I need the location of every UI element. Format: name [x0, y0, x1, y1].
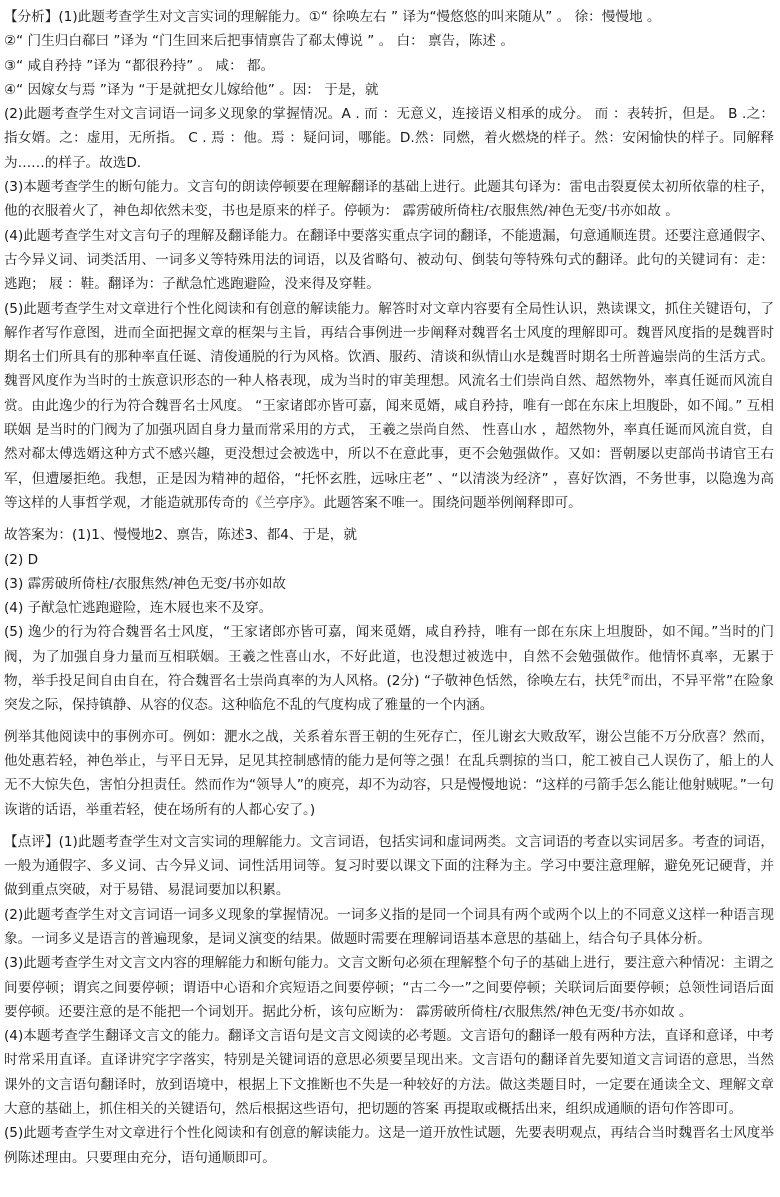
- analysis-q3: (3)本题考查学生的断句能力。文言句的朗读停顿要在理解翻译的基础上进行。此题其句译为：雷电击裂夏侯太初所依靠的柱子，他的衣服着火了，神色却依然未变，书也是原来的样子。停顿为： 霹雳破所倚柱/衣服焦然/神色无变/书亦如故 。: [4, 179, 774, 220]
- analysis-q5: (5)此题考查学生对文章进行个性化阅读和有创意的解读能力。解答时对文章内容要有全局性认识，熟读课文，抓住关键语句，了解作者写作意图，进而全面把握文章的框架与主旨，再结合事例进一步阐释对魏晋名士风度的理解即可。魏晋风度指的是魏晋时期名士们所具有的那种率直任诞、清俊通脱的行为风格。饮酒、服药、清谈和纵情山水是魏晋时期名士所普遍崇尚的生活方式。魏晋风度作为当时的士族意识形态的一种人格表现，成为当时的审美理想。风流名士们崇尚自然、超然物外，率真任诞而风流自赏。由此逸少的行为符合魏晋名士风度。 “王家诸郎亦皆可嘉，闻来觅婿，咸自矜持，唯有一郎在东床上坦腹卧，如不闻。” 互相联姻 是当时的门阀为了加强巩固自身力量而常采用的方式， 王羲之崇尚自然、 性喜山水 ，超然物外，率真任诞而风流自赏，自然对郗太傅选婿这种方式不感兴趣，更没想过会被选中，所以不在意此事，更不会勉强做作。又如：晋朝屡以吏部尚书请官王右军，但遭屡拒绝。我想，正是因为精神的超俗，“托怀玄胜，远咏庄老” 、“以清淡为经济” ，喜好饮酒，不务世事，以隐逸为高等这样的人事哲学观，才能造就那传奇的《兰亭序》。此题答案不唯一。围绕问题举例阐释即可。: [4, 300, 774, 511]
- answer-q5-part2: 而出，不异平常”在险象突发之际，保持镇静、从容的仪态。这种临危不乱的气度构成了雅量的一个内涵。: [4, 673, 774, 714]
- analysis-q1-line2: ②“ 门生归白郗曰 ”译为 “门生回来后把事情禀告了郗太傅说 ” 。 白： 禀告，陈述 。: [4, 33, 514, 50]
- comment-q4: (4)本题考查学生翻译文言文的能力。翻译文言语句是文言文阅读的必考题。文言语句的翻译一般有两种方法，直译和意译，中考时常采用直译。直译讲究字字落实，特别是关键词语的意思必须要呈现出来。文言语句的翻译首先要知道文言词语的意思，当然课外的文言语句翻译时，放到语境中，根据上下文推断也不失是一种较好的方法。做这类题目时，一定要在通读全文、理解文章大意的基础上，抓住相关的关键语句，然后根据这些语句，把切题的答案 再提取或概括出来，组织成通顺的语句作答即可。: [4, 1028, 774, 1118]
- comment-q3: (3)此题考查学生对文言文内容的理解能力和断句能力。文言文断句必须在理解整个句子的基础上进行，要注意六种情况：主谓之间要停顿；谓宾之间要停顿；谓语中心语和介宾短语之间要停顿；“古二今一”之间要停顿；关联词后面要停顿；总领性词语后面要停顿。还要注意的是不能把一个词划开。据此分析，该句应断为： 霹雳破所倚柱/衣服焦然/神色无变/书亦如故 。: [4, 955, 774, 1020]
- answer-q5-part1: (5) 逸少的行为符合魏晋名士风度，“王家诸郎亦皆可嘉，闻来觅婿，咸自矜持，唯有一郎在东床上坦腹卧，如不闻。”当时的门阀，为了加强自身力量而互相联姻。王羲之性喜山水，不好此道，也没想过被选中，自然不会勉强做作。他情怀真率，无累于物，举手投足间自由自在，符合魏晋名士崇尚真率的为人风格。(2分) “子敬神色恬然，徐唤左右，扶凭: [4, 624, 774, 690]
- answer-q3: (3) 霹雳破所倚柱/衣服焦然/神色无变/书亦如故: [4, 575, 287, 592]
- answer-q1: 故答案为：(1)1、慢慢地2、禀告，陈述3、都4、于是，就: [4, 527, 357, 544]
- answer-section: [4, 523, 774, 822]
- analysis-q1-line1: 【分析】(1)此题考查学生对文言实词的理解能力。①“ 徐唤左右 ” 译为“慢悠悠的叫来随从” 。 徐：慢慢地 。: [4, 9, 661, 25]
- spacer: [4, 515, 774, 523]
- comment-q1: 【点评】(1)此题考查学生对文言实词的理解能力。文言词语，包括实词和虚词两类。文言词语的考查以实词居多。考查的词语，一般为通假字、多义词、古今异义词、词性活用词等。复习时要以课文下面的注释为主。学习中要注意理解，避免死记硬背，并做到重点突破，对于易错、易混词要加以积累。: [4, 833, 774, 899]
- analysis-q4: (4)此题考查学生对文言句子的理解及翻译能力。在翻译中要落实重点字词的翻译，不能遗漏，句意通顺连贯。还要注意通假字、古今异义词、词类活用、一词多义等特殊用法的词语，以及省略句、被动句、倒装句等特殊句式的翻译。此句的关键词有：走：逃跑； 屐 ：鞋。翻译为：子猷急忙逃跑避险，没来得及穿鞋。: [4, 227, 774, 293]
- footnote-mark: ②: [622, 672, 631, 683]
- answer-q5: [4, 620, 774, 717]
- comment-q5: (5)此题考查学生对文章进行个性化阅读和有创意的解读能力。这是一道开放性试题，先要表明观点，再结合当时魏晋名士风度举例陈述理由。只要理由充分，语句通顺即可。: [4, 1125, 774, 1166]
- answer-q2: (2) D: [4, 551, 39, 568]
- analysis-section: [4, 5, 774, 515]
- spacer: [4, 718, 774, 725]
- comment-q2: (2)此题考查学生对文言词语一词多义现象的掌握情况。一词多义指的是同一个词具有两个或两个以上的不同意义这样一种语言现象。一词多义是语言的普遍现象，是词义演变的结果。做题时需要在理解词语基本意思的基础上，结合句子具体分析。: [4, 906, 774, 947]
- analysis-q1-line3: ③“ 咸自矜持 ”译为 “都很矜持” 。 咸： 都。: [4, 57, 275, 74]
- analysis-q1-line4: ④“ 因嫁女与焉 ”译为 “于是就把女儿嫁给他” 。因： 于是，就: [4, 81, 379, 98]
- analysis-q2: (2)此题考查学生对文言词语一词多义现象的掌握情况。A . 而 ：无意义，连接语义相承的成分。 而 ：表转折，但是。 B .之：指女婿。之：虚用，无所指。 C . 焉 ：他。焉 ：疑问词，哪能。D.然：同燃，着火燃烧的样子。然：安闲愉快的样子。同解释为……的样子。故选D.: [4, 106, 774, 171]
- answer-q4: (4) 子猷急忙逃跑避险，连木屐也来不及穿。: [4, 600, 273, 617]
- comment-section: [4, 830, 774, 1170]
- answer-example: 例举其他阅读中的事例亦可。例如：淝水之战，关系着东晋王朝的生死存亡，侄儿谢玄大败敌军，谢公岂能不万分欣喜？然而，他处惠若轻，神色举止，与平日无异，足见其控制感情的能力是何等之强！在乱兵剽掠的当口，舵工被自己人误伤了，船上的人无不大惊失色，害怕分担责任。然而作为“领导人”的庾亮，却不为动容，只是慢慢地说：“这样的弓箭手怎么能让他射贼呢。”一句诙谐的话语，举重若轻，使在场所有的人都心安了。): [4, 728, 774, 818]
- spacer: [4, 822, 774, 830]
